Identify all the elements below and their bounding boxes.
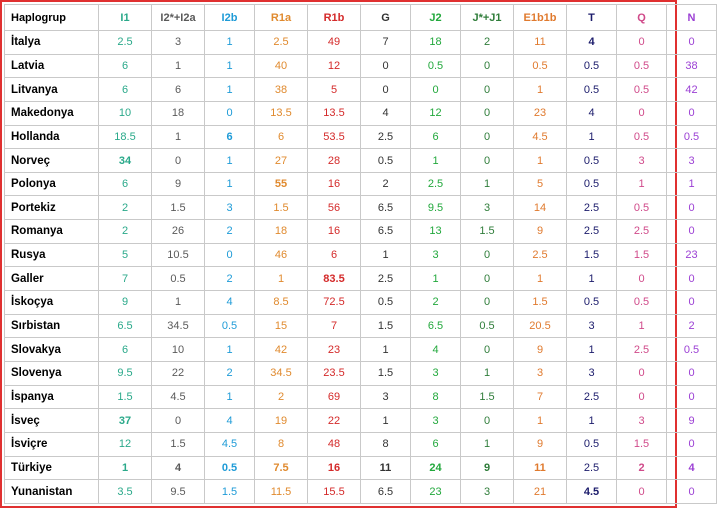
data-cell: 0.5 (567, 78, 617, 102)
data-cell: 23 (411, 480, 461, 504)
data-cell: 6 (152, 78, 205, 102)
data-cell: 53.5 (308, 125, 361, 149)
data-cell: 1 (205, 149, 255, 173)
data-cell: 13.5 (308, 101, 361, 125)
table-row (5, 291, 717, 315)
data-cell: 7 (99, 267, 152, 291)
row-label: Rusya (5, 243, 99, 267)
data-cell: 37 (99, 409, 152, 433)
row-label: İsviçre (5, 432, 99, 456)
data-cell: 3 (361, 385, 411, 409)
data-cell: 1.5 (361, 361, 411, 385)
data-cell: 1 (514, 149, 567, 173)
data-cell: 1.5 (205, 480, 255, 504)
data-cell: 1 (567, 125, 617, 149)
data-cell: 1.5 (152, 432, 205, 456)
data-cell: 12 (308, 54, 361, 78)
data-cell: 0 (617, 480, 667, 504)
data-cell: 3 (411, 361, 461, 385)
table-row (5, 101, 717, 125)
data-cell: 0 (461, 243, 514, 267)
row-label: İskoçya (5, 291, 99, 315)
data-cell: 2.5 (567, 196, 617, 220)
column-header-i1: I1 (99, 5, 152, 31)
data-cell: 1 (152, 291, 205, 315)
data-cell: 3 (567, 314, 617, 338)
data-cell: 6 (411, 125, 461, 149)
row-label: Portekiz (5, 196, 99, 220)
data-cell: 4 (411, 338, 461, 362)
data-cell: 0 (667, 385, 717, 409)
data-cell: 9 (152, 172, 205, 196)
table-row (5, 196, 717, 220)
data-cell: 1.5 (514, 291, 567, 315)
data-cell: 1 (205, 54, 255, 78)
data-cell: 1 (361, 243, 411, 267)
data-cell: 0 (152, 149, 205, 173)
data-cell: 2 (255, 385, 308, 409)
column-header-t: T (567, 5, 617, 31)
data-cell: 1.5 (361, 314, 411, 338)
data-cell: 5 (308, 78, 361, 102)
data-cell: 6.5 (99, 314, 152, 338)
data-cell: 18 (255, 220, 308, 244)
table-row (5, 149, 717, 173)
data-cell: 9 (461, 456, 514, 480)
data-cell: 1 (461, 172, 514, 196)
data-cell: 1 (152, 125, 205, 149)
row-label: Slovakya (5, 338, 99, 362)
column-header-i2-i2a: I2*+I2a (152, 5, 205, 31)
data-cell: 4 (205, 409, 255, 433)
data-cell: 1.5 (617, 432, 667, 456)
table-row (5, 125, 717, 149)
data-cell: 4.5 (152, 385, 205, 409)
data-cell: 23 (667, 243, 717, 267)
data-cell: 0 (667, 196, 717, 220)
column-header-e1b1b: E1b1b (514, 5, 567, 31)
data-cell: 11.5 (255, 480, 308, 504)
column-header-i2b: I2b (205, 5, 255, 31)
data-cell: 10 (152, 338, 205, 362)
row-label: Norveç (5, 149, 99, 173)
data-cell: 15.5 (308, 480, 361, 504)
data-cell: 2.5 (514, 243, 567, 267)
data-cell: 0 (461, 78, 514, 102)
data-cell: 4 (205, 291, 255, 315)
data-cell: 18.5 (99, 125, 152, 149)
data-cell: 4 (567, 31, 617, 55)
data-cell: 18 (152, 101, 205, 125)
data-cell: 5 (99, 243, 152, 267)
data-cell: 2.5 (617, 338, 667, 362)
data-cell: 2.5 (99, 31, 152, 55)
table-header (5, 5, 717, 31)
data-cell: 0 (667, 432, 717, 456)
data-cell: 16 (308, 172, 361, 196)
data-cell: 2 (205, 267, 255, 291)
data-cell: 1.5 (461, 220, 514, 244)
data-cell: 0.5 (667, 338, 717, 362)
data-cell: 6 (99, 172, 152, 196)
data-cell: 9 (514, 220, 567, 244)
column-header-j-j1: J*+J1 (461, 5, 514, 31)
data-cell: 2 (205, 361, 255, 385)
data-cell: 23 (514, 101, 567, 125)
data-cell: 9 (667, 409, 717, 433)
data-cell: 1 (411, 267, 461, 291)
data-cell: 20.5 (514, 314, 567, 338)
data-cell: 0 (617, 385, 667, 409)
data-cell: 1 (205, 78, 255, 102)
data-cell: 1 (567, 267, 617, 291)
data-cell: 0 (205, 101, 255, 125)
data-cell: 0 (461, 101, 514, 125)
data-cell: 3 (205, 196, 255, 220)
row-label: Makedonya (5, 101, 99, 125)
data-cell: 2 (361, 172, 411, 196)
data-cell: 0 (461, 267, 514, 291)
table-body (5, 31, 717, 504)
row-label: Latvia (5, 54, 99, 78)
data-cell: 3 (617, 409, 667, 433)
data-cell: 1 (667, 172, 717, 196)
data-cell: 5 (514, 172, 567, 196)
data-cell: 0 (667, 31, 717, 55)
data-cell: 0.5 (617, 196, 667, 220)
data-cell: 23.5 (308, 361, 361, 385)
data-cell: 0 (617, 101, 667, 125)
data-cell: 11 (361, 456, 411, 480)
data-cell: 0.5 (514, 54, 567, 78)
data-cell: 0 (667, 480, 717, 504)
data-cell: 1 (567, 409, 617, 433)
data-cell: 0.5 (205, 314, 255, 338)
data-cell: 2 (205, 220, 255, 244)
row-label: İsveç (5, 409, 99, 433)
data-cell: 2.5 (567, 220, 617, 244)
data-cell: 0.5 (567, 432, 617, 456)
data-cell: 1 (461, 432, 514, 456)
data-cell: 13.5 (255, 101, 308, 125)
table-row (5, 172, 717, 196)
row-label: Romanya (5, 220, 99, 244)
table-row (5, 361, 717, 385)
data-cell: 56 (308, 196, 361, 220)
table-row (5, 31, 717, 55)
data-cell: 0 (667, 291, 717, 315)
data-cell: 10 (99, 101, 152, 125)
haplogroup-frequency-table (4, 4, 717, 504)
data-cell: 16 (308, 220, 361, 244)
data-cell: 4.5 (205, 432, 255, 456)
data-cell: 21 (514, 480, 567, 504)
data-cell: 6 (255, 125, 308, 149)
data-cell: 7 (361, 31, 411, 55)
data-cell: 0 (461, 409, 514, 433)
data-cell: 26 (152, 220, 205, 244)
data-cell: 0.5 (361, 149, 411, 173)
table-row (5, 243, 717, 267)
data-cell: 0 (461, 149, 514, 173)
data-cell: 2 (617, 456, 667, 480)
data-cell: 4.5 (514, 125, 567, 149)
row-label: Slovenya (5, 361, 99, 385)
data-cell: 34 (99, 149, 152, 173)
table-row (5, 314, 717, 338)
data-cell: 22 (152, 361, 205, 385)
row-label: Hollanda (5, 125, 99, 149)
data-cell: 3 (514, 361, 567, 385)
data-cell: 4 (667, 456, 717, 480)
data-cell: 0.5 (617, 78, 667, 102)
data-cell: 1.5 (99, 385, 152, 409)
data-cell: 1.5 (567, 243, 617, 267)
data-cell: 10.5 (152, 243, 205, 267)
data-cell: 42 (667, 78, 717, 102)
data-cell: 34.5 (255, 361, 308, 385)
data-cell: 9.5 (411, 196, 461, 220)
data-cell: 0 (667, 220, 717, 244)
data-cell: 22 (308, 409, 361, 433)
data-cell: 11 (514, 31, 567, 55)
data-cell: 1 (514, 267, 567, 291)
data-cell: 4 (152, 456, 205, 480)
data-cell: 1 (361, 409, 411, 433)
table-row (5, 220, 717, 244)
column-header-r1b: R1b (308, 5, 361, 31)
data-cell: 7 (514, 385, 567, 409)
data-cell: 0.5 (567, 149, 617, 173)
data-cell: 19 (255, 409, 308, 433)
data-cell: 11 (514, 456, 567, 480)
data-cell: 1 (514, 409, 567, 433)
row-label: Litvanya (5, 78, 99, 102)
table-row (5, 456, 717, 480)
data-cell: 3 (667, 149, 717, 173)
data-cell: 4 (361, 101, 411, 125)
data-cell: 1.5 (152, 196, 205, 220)
data-cell: 1 (567, 338, 617, 362)
data-cell: 24 (411, 456, 461, 480)
data-cell: 2 (99, 196, 152, 220)
data-cell: 0.5 (361, 291, 411, 315)
data-cell: 38 (667, 54, 717, 78)
data-cell: 28 (308, 149, 361, 173)
column-header-n: N (667, 5, 717, 31)
data-cell: 46 (255, 243, 308, 267)
data-cell: 0.5 (461, 314, 514, 338)
data-cell: 6.5 (411, 314, 461, 338)
row-label: İtalya (5, 31, 99, 55)
data-cell: 40 (255, 54, 308, 78)
table-row (5, 78, 717, 102)
row-label: Polonya (5, 172, 99, 196)
data-cell: 16 (308, 456, 361, 480)
row-label: Yunanistan (5, 480, 99, 504)
data-cell: 27 (255, 149, 308, 173)
data-cell: 0.5 (152, 267, 205, 291)
data-cell: 15 (255, 314, 308, 338)
data-cell: 0.5 (567, 172, 617, 196)
data-cell: 1 (514, 78, 567, 102)
data-cell: 2 (667, 314, 717, 338)
data-cell: 2.5 (567, 456, 617, 480)
data-cell: 6 (205, 125, 255, 149)
data-cell: 83.5 (308, 267, 361, 291)
data-cell: 2.5 (411, 172, 461, 196)
data-cell: 1.5 (255, 196, 308, 220)
data-cell: 0 (461, 125, 514, 149)
data-cell: 0 (617, 361, 667, 385)
data-cell: 2.5 (567, 385, 617, 409)
data-cell: 6.5 (361, 196, 411, 220)
data-cell: 1.5 (461, 385, 514, 409)
data-cell: 0 (617, 31, 667, 55)
data-cell: 23 (308, 338, 361, 362)
data-cell: 0 (667, 267, 717, 291)
column-header-g: G (361, 5, 411, 31)
data-cell: 3 (152, 31, 205, 55)
data-cell: 7.5 (255, 456, 308, 480)
data-cell: 1 (255, 267, 308, 291)
data-cell: 7 (308, 314, 361, 338)
table-row (5, 432, 717, 456)
table-row (5, 480, 717, 504)
data-cell: 69 (308, 385, 361, 409)
data-cell: 0 (617, 267, 667, 291)
header-row (5, 5, 717, 31)
data-cell: 1 (617, 172, 667, 196)
data-cell: 4.5 (567, 480, 617, 504)
data-cell: 8 (411, 385, 461, 409)
column-header-haplogrup: Haplogrup (5, 5, 99, 31)
data-cell: 0.5 (667, 125, 717, 149)
data-cell: 2.5 (255, 31, 308, 55)
data-cell: 38 (255, 78, 308, 102)
data-cell: 6 (99, 54, 152, 78)
data-cell: 0 (152, 409, 205, 433)
data-cell: 3 (617, 149, 667, 173)
data-cell: 42 (255, 338, 308, 362)
data-cell: 2 (461, 31, 514, 55)
data-cell: 6 (99, 78, 152, 102)
data-cell: 1 (411, 149, 461, 173)
data-cell: 0 (461, 338, 514, 362)
row-label: Sırbistan (5, 314, 99, 338)
data-cell: 3 (411, 409, 461, 433)
data-cell: 12 (411, 101, 461, 125)
data-cell: 48 (308, 432, 361, 456)
data-cell: 0 (361, 78, 411, 102)
data-cell: 3 (567, 361, 617, 385)
data-cell: 2.5 (361, 125, 411, 149)
data-cell: 1 (461, 361, 514, 385)
table-row (5, 385, 717, 409)
data-cell: 8.5 (255, 291, 308, 315)
data-cell: 0.5 (617, 291, 667, 315)
data-cell: 0.5 (617, 54, 667, 78)
row-label: Galler (5, 267, 99, 291)
data-cell: 6 (411, 432, 461, 456)
data-cell: 34.5 (152, 314, 205, 338)
data-cell: 9 (514, 432, 567, 456)
data-cell: 3 (411, 243, 461, 267)
data-cell: 0.5 (411, 54, 461, 78)
column-header-j2: J2 (411, 5, 461, 31)
data-cell: 2.5 (361, 267, 411, 291)
data-cell: 49 (308, 31, 361, 55)
data-cell: 1 (152, 54, 205, 78)
row-label: Türkiye (5, 456, 99, 480)
row-label: İspanya (5, 385, 99, 409)
data-cell: 2 (99, 220, 152, 244)
data-cell: 9.5 (152, 480, 205, 504)
column-header-r1a: R1a (255, 5, 308, 31)
table-row (5, 338, 717, 362)
data-cell: 8 (361, 432, 411, 456)
data-cell: 0 (361, 54, 411, 78)
data-cell: 14 (514, 196, 567, 220)
data-cell: 0.5 (617, 125, 667, 149)
column-header-q: Q (617, 5, 667, 31)
data-cell: 9.5 (99, 361, 152, 385)
data-cell: 1.5 (617, 243, 667, 267)
data-cell: 6.5 (361, 220, 411, 244)
data-cell: 0.5 (567, 54, 617, 78)
data-cell: 0 (461, 291, 514, 315)
data-cell: 3 (461, 196, 514, 220)
data-cell: 2.5 (617, 220, 667, 244)
table-row (5, 54, 717, 78)
data-cell: 55 (255, 172, 308, 196)
data-cell: 1 (205, 385, 255, 409)
data-cell: 0 (411, 78, 461, 102)
data-cell: 3 (461, 480, 514, 504)
data-cell: 9 (514, 338, 567, 362)
data-cell: 0 (205, 243, 255, 267)
data-cell: 0.5 (567, 291, 617, 315)
data-cell: 13 (411, 220, 461, 244)
data-cell: 6.5 (361, 480, 411, 504)
data-cell: 0 (461, 54, 514, 78)
data-cell: 1 (205, 31, 255, 55)
data-cell: 0 (667, 101, 717, 125)
data-cell: 72.5 (308, 291, 361, 315)
data-cell: 8 (255, 432, 308, 456)
data-cell: 0.5 (205, 456, 255, 480)
data-cell: 1 (361, 338, 411, 362)
data-cell: 9 (99, 291, 152, 315)
data-cell: 12 (99, 432, 152, 456)
data-cell: 1 (205, 172, 255, 196)
data-cell: 4 (567, 101, 617, 125)
data-cell: 6 (308, 243, 361, 267)
data-cell: 1 (99, 456, 152, 480)
data-cell: 6 (99, 338, 152, 362)
data-cell: 1 (205, 338, 255, 362)
data-cell: 1 (617, 314, 667, 338)
data-cell: 3.5 (99, 480, 152, 504)
table-row (5, 409, 717, 433)
data-cell: 18 (411, 31, 461, 55)
data-cell: 0 (667, 361, 717, 385)
table-row (5, 267, 717, 291)
data-cell: 2 (411, 291, 461, 315)
